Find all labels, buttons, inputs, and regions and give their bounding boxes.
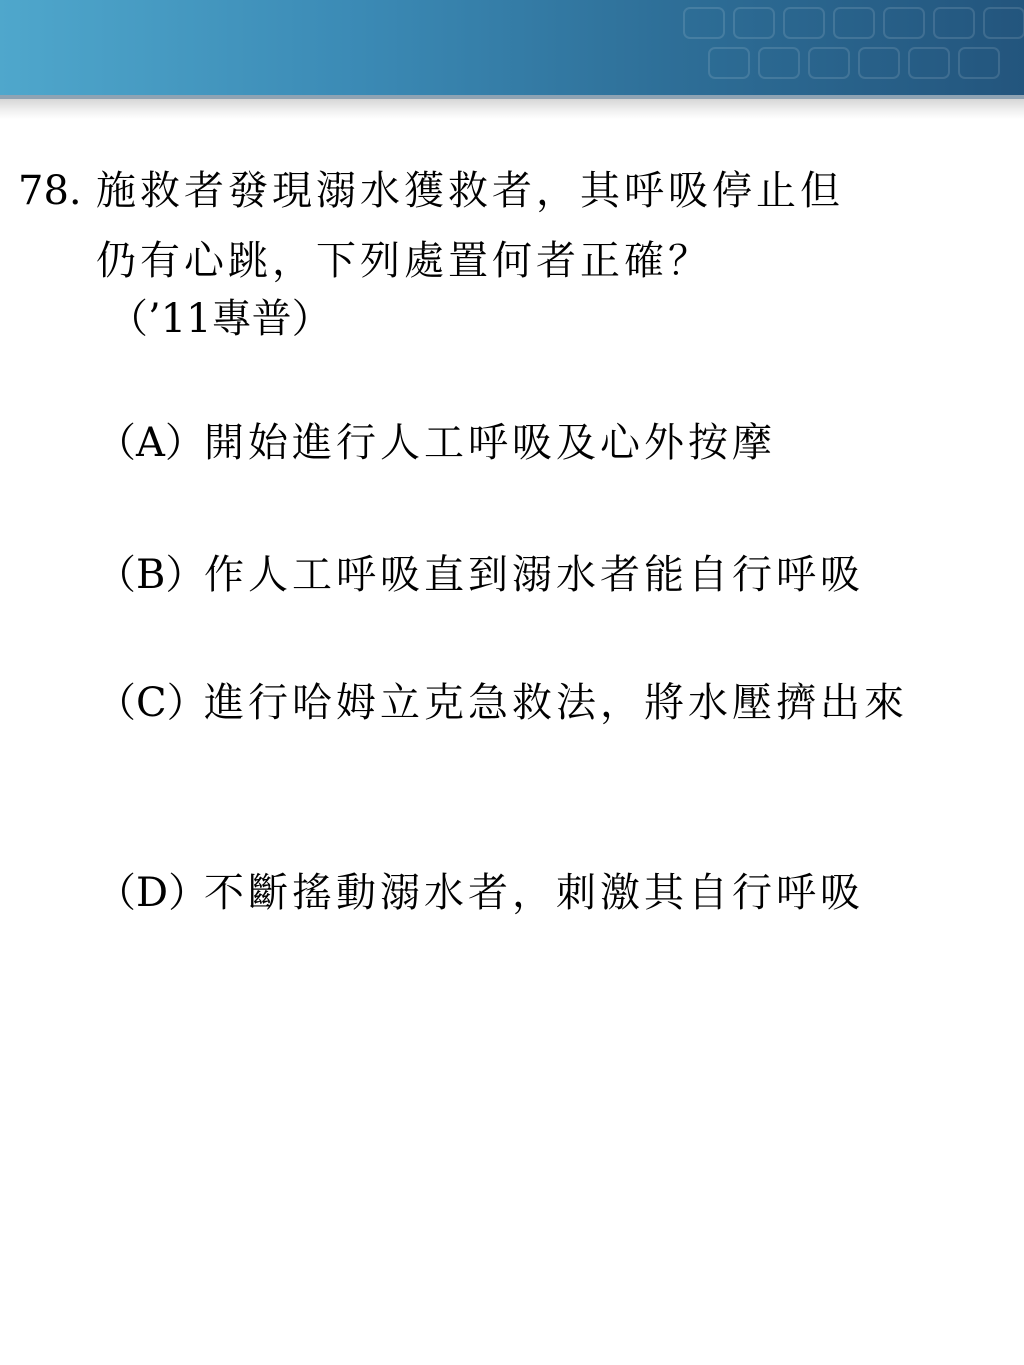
option-c-letter: （C） — [96, 680, 207, 726]
question-source: （’11專普） — [108, 296, 332, 342]
question-number: 78. — [18, 168, 82, 214]
question-text-line1: 施救者發現溺水獲救者，其呼吸停止但 — [96, 168, 844, 214]
option-a-letter: （A） — [96, 420, 205, 466]
option-a-text: 開始進行人工呼吸及心外按摩 — [204, 420, 776, 466]
question-text-line2: 仍有心跳，下列處置何者正確？ — [96, 238, 712, 284]
option-c-text: 進行哈姆立克急救法，將水壓擠出來 — [204, 680, 908, 726]
option-b-text: 作人工呼吸直到溺水者能自行呼吸 — [204, 552, 864, 598]
option-d-letter: （D） — [96, 870, 209, 916]
option-d-text: 不斷搖動溺水者，刺激其自行呼吸 — [204, 870, 864, 916]
option-b-letter: （B） — [96, 552, 206, 598]
